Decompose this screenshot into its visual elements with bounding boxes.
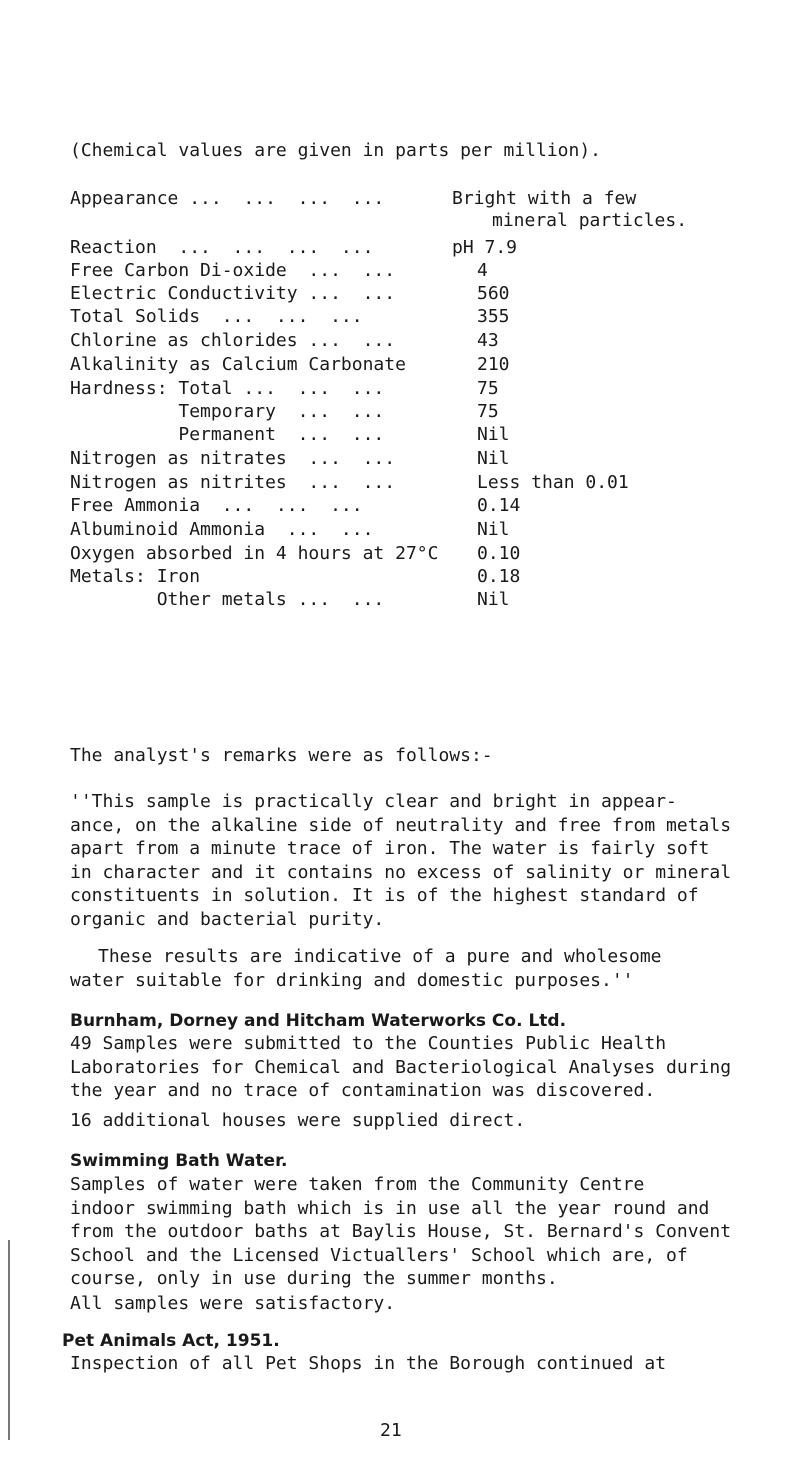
analysis-value: 75 xyxy=(477,401,499,422)
analysis-value: Bright with a few xyxy=(452,188,637,209)
analysis-value: 560 xyxy=(477,283,510,304)
swimming-paragraph xyxy=(70,1173,750,1291)
analysis-label: Metals: Iron xyxy=(70,566,201,587)
remarks-intro: The analyst's remarks were as follows:- xyxy=(70,745,493,766)
burnham-line: 49 Samples were submitted to the Counties Public Health xyxy=(70,1033,667,1054)
remarks-paragraph-1 xyxy=(70,790,750,931)
scan-margin-line xyxy=(8,1240,10,1440)
analysis-label: Temporary ... ... xyxy=(70,401,385,422)
analysis-value: Less than 0.01 xyxy=(477,472,629,493)
analysis-label: Permanent ... ... xyxy=(70,424,385,445)
analysis-value: 4 xyxy=(477,260,488,281)
burnham-paragraph xyxy=(70,1032,750,1103)
swimming-line: Samples of water were taken from the Community Centre xyxy=(70,1174,645,1195)
analysis-label: Oxygen absorbed in 4 hours at 27°C xyxy=(70,543,439,564)
analysis-label: Reaction ... ... ... ... xyxy=(70,237,374,258)
analysis-value: Nil xyxy=(477,519,510,540)
analysis-value: 210 xyxy=(477,354,510,375)
swimming-line: course, only in use during the summer months. xyxy=(70,1268,558,1289)
analysis-value: 0.10 xyxy=(477,543,521,564)
remarks-line: ''This sample is practically clear and bright in appear- xyxy=(70,791,677,812)
analysis-label: Albuminoid Ammonia ... ... xyxy=(70,519,374,540)
analysis-label: Electric Conductivity ... ... xyxy=(70,283,396,304)
remarks-line: These results are indicative of a pure and wholesome xyxy=(98,946,662,967)
swimming-line: indoor swimming bath which is in use all the year round and xyxy=(70,1197,710,1219)
burnham-heading: Burnham, Dorney and Hitcham Waterworks Co. Ltd. xyxy=(70,1011,567,1031)
analysis-label: Alkalinity as Calcium Carbonate xyxy=(70,354,406,375)
analysis-value: Nil xyxy=(477,424,510,445)
pet-paragraph: Inspection of all Pet Shops in the Borough continued at xyxy=(70,1353,667,1374)
analysis-label: Chlorine as chlorides ... ... xyxy=(70,330,396,351)
analysis-label: Appearance ... ... ... ... xyxy=(70,188,385,209)
pet-heading: Pet Animals Act, 1951. xyxy=(62,1331,280,1351)
swimming-line: from the outdoor baths at Baylis House, St. Bernard's Convent xyxy=(70,1221,732,1242)
burnham-line: the year and no trace of contamination was discovered. xyxy=(70,1080,656,1101)
analysis-label: Nitrogen as nitrates ... ... xyxy=(70,448,396,469)
swimming-heading: Swimming Bath Water. xyxy=(70,1151,288,1171)
analysis-value: 0.18 xyxy=(477,566,521,587)
remarks-line: ance, on the alkaline side of neutrality and free from metals xyxy=(70,814,732,836)
analysis-value: pH 7.9 xyxy=(452,237,518,258)
analysis-value: 43 xyxy=(477,330,499,351)
houses-line: 16 additional houses were supplied direct. xyxy=(70,1110,526,1131)
analysis-value: mineral particles. xyxy=(492,210,688,231)
remarks-paragraph-2 xyxy=(70,945,750,992)
page-header: (Chemical values are given in parts per million). xyxy=(70,140,602,161)
remarks-line: in character and it contains no excess of salinity or mineral xyxy=(70,861,732,883)
analysis-value: Nil xyxy=(477,589,510,610)
burnham-line: Laboratories for Chemical and Bacteriological Analyses during xyxy=(70,1056,732,1078)
page-number: 21 xyxy=(380,1420,402,1441)
remarks-line: organic and bacterial purity. xyxy=(70,908,385,930)
analysis-label: Total Solids ... ... ... xyxy=(70,306,363,327)
analysis-label: Free Ammonia ... ... ... xyxy=(70,495,363,516)
analysis-label: Hardness: Total ... ... ... xyxy=(70,378,385,399)
analysis-value: 0.14 xyxy=(477,495,521,516)
analysis-label: Free Carbon Di-oxide ... ... xyxy=(70,260,396,281)
analysis-value: 355 xyxy=(477,306,510,327)
swimming-line: School and the Licensed Victuallers' School which are, of xyxy=(70,1244,688,1266)
analysis-value: Nil xyxy=(477,448,510,469)
analysis-label: Other metals ... ... xyxy=(70,589,385,610)
analysis-label: Nitrogen as nitrites ... ... xyxy=(70,472,396,493)
remarks-line: apart from a minute trace of iron. The water is fairly soft xyxy=(70,838,710,859)
remarks-line: constituents in solution. It is of the highest standard of xyxy=(70,885,699,906)
samples-line-visible: All samples were satisfactory. xyxy=(70,1293,396,1314)
remarks-line: water suitable for drinking and domestic purposes.'' xyxy=(70,969,634,991)
analysis-value: 75 xyxy=(477,378,499,399)
